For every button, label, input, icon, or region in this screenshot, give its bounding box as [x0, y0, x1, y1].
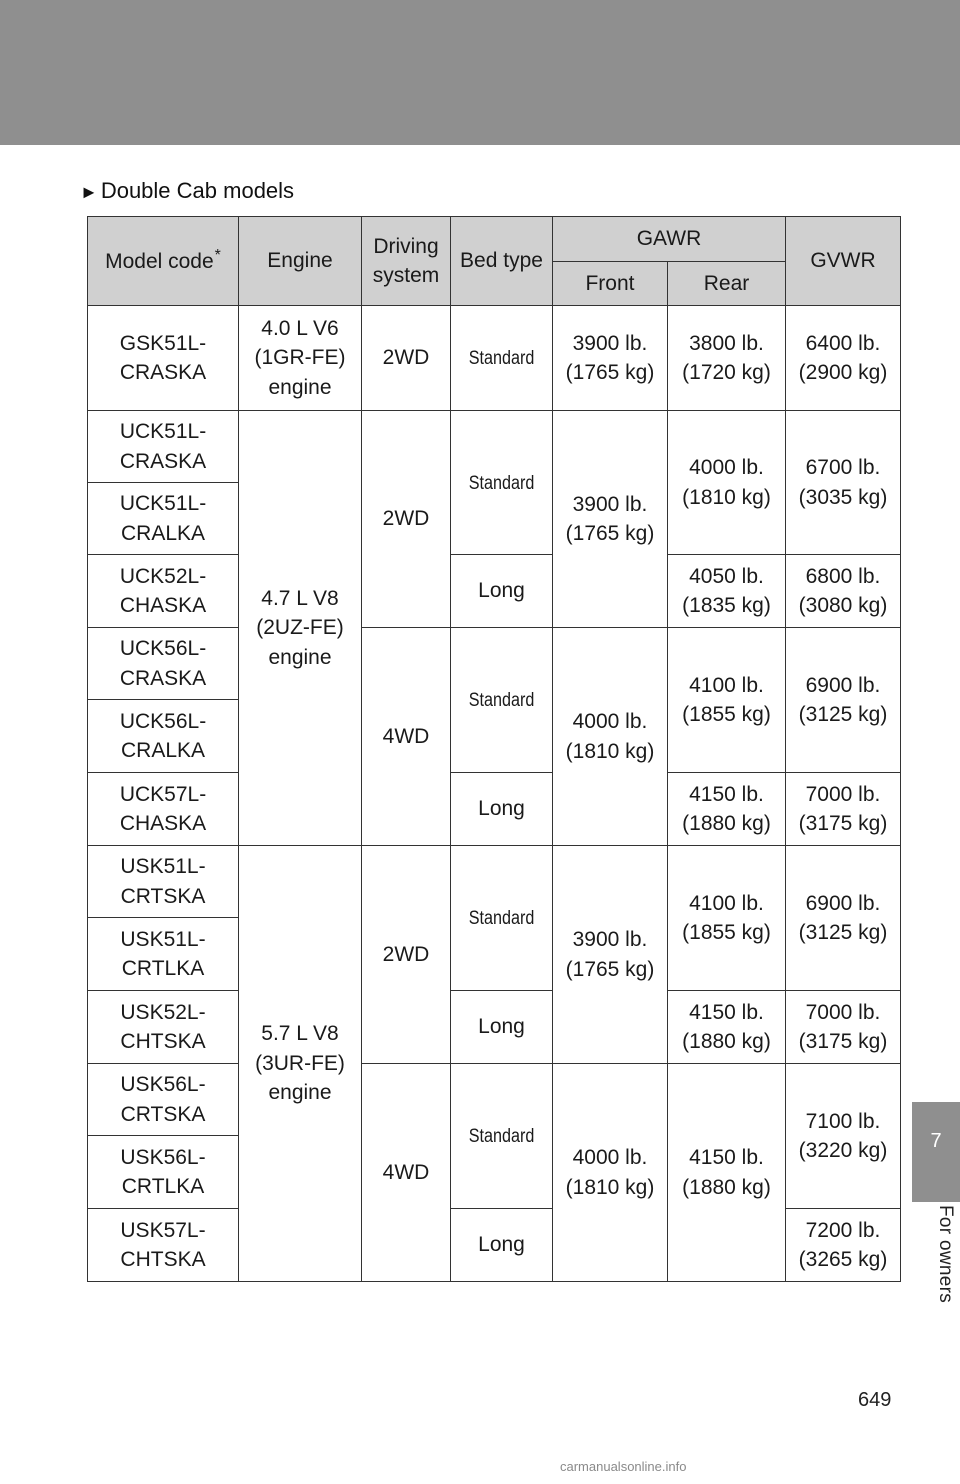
rear-gawr-cell: 4100 lb. (1855 kg) [668, 628, 786, 773]
header-engine: Engine [239, 217, 362, 306]
header-bed-type: Bed type [451, 217, 553, 306]
table-row [88, 555, 901, 628]
drive-cell: 2WD [362, 411, 451, 628]
page-number: 649 [858, 1389, 892, 1411]
model-code-cell: USK51L-CRTSKA [88, 846, 239, 918]
triangle-marker-icon: ► [80, 182, 98, 202]
gvwr-cell: 6700 lb. (3035 kg) [786, 411, 901, 555]
model-code-cell: UCK52L-CHASKA [88, 555, 239, 628]
rear-gawr-cell: 4100 lb. (1855 kg) [668, 846, 786, 991]
drive-cell: 4WD [362, 628, 451, 846]
model-code-cell: GSK51L-CRASKA [88, 306, 239, 411]
gvwr-cell: 7200 lb. (3265 kg) [786, 1209, 901, 1282]
rear-gawr-cell: 4050 lb. (1835 kg) [668, 555, 786, 628]
header-front: Front [553, 262, 668, 306]
section-title-text: Double Cab models [100, 178, 295, 203]
table-row [88, 1064, 901, 1136]
model-code-cell: USK51L-CRTLKA [88, 918, 239, 991]
model-code-cell: USK56L-CRTLKA [88, 1136, 239, 1209]
spec-table [87, 216, 901, 1282]
engine-cell: 4.0 L V6 (1GR-FE) engine [239, 306, 362, 411]
bed-cell: Long [451, 991, 553, 1064]
rear-gawr-cell: 4150 lb. (1880 kg) [668, 1064, 786, 1282]
gvwr-cell: 6800 lb. (3080 kg) [786, 555, 901, 628]
model-code-cell: UCK57L-CHASKA [88, 773, 239, 846]
model-code-cell: UCK51L-CRASKA [88, 411, 239, 483]
model-code-cell: UCK56L-CRASKA [88, 628, 239, 700]
drive-cell: 2WD [362, 846, 451, 1064]
bed-cell: Long [451, 555, 553, 628]
front-gawr-cell: 3900 lb. (1765 kg) [553, 411, 668, 628]
table-row [88, 411, 901, 483]
header-gawr: GAWR [553, 217, 786, 262]
model-code-cell: UCK51L-CRALKA [88, 483, 239, 555]
front-gawr-cell: 3900 lb. (1765 kg) [553, 846, 668, 1064]
bed-cell: Long [451, 1209, 553, 1282]
drive-cell: 2WD [362, 306, 451, 411]
rear-gawr-cell: 3800 lb. (1720 kg) [668, 306, 786, 411]
table-row [88, 991, 901, 1064]
front-gawr-cell: 4000 lb. (1810 kg) [553, 628, 668, 846]
drive-cell: 4WD [362, 1064, 451, 1282]
header-driving-system: Driving system [362, 217, 451, 306]
front-gawr-cell: 3900 lb. (1765 kg) [553, 306, 668, 411]
gvwr-cell: 6900 lb. (3125 kg) [786, 846, 901, 991]
gvwr-cell: 6900 lb. (3125 kg) [786, 628, 901, 773]
bed-cell: Standard [451, 628, 553, 773]
model-code-cell: USK57L-CHTSKA [88, 1209, 239, 1282]
header-gvwr: GVWR [786, 217, 901, 306]
header-rear: Rear [668, 262, 786, 306]
header-band [0, 0, 960, 145]
table-row [88, 773, 901, 846]
table-row [88, 846, 901, 918]
model-code-cell: USK56L-CRTSKA [88, 1064, 239, 1136]
model-code-cell: UCK56L-CRALKA [88, 700, 239, 773]
section-title [80, 178, 294, 204]
rear-gawr-cell: 4150 lb. (1880 kg) [668, 991, 786, 1064]
gvwr-cell: 7100 lb. (3220 kg) [786, 1064, 901, 1209]
rear-gawr-cell: 4000 lb. (1810 kg) [668, 411, 786, 555]
footnote-asterisk-icon: * [214, 247, 221, 265]
bed-cell: Standard [451, 846, 553, 991]
rear-gawr-cell: 4150 lb. (1880 kg) [668, 773, 786, 846]
table-row [88, 628, 901, 700]
engine-cell: 5.7 L V8 (3UR-FE) engine [239, 846, 362, 1282]
bed-cell: Standard [451, 306, 553, 411]
gvwr-cell: 6400 lb. (2900 kg) [786, 306, 901, 411]
watermark: carmanualsonline.info [560, 1459, 687, 1474]
bed-cell: Standard [451, 1064, 553, 1209]
gvwr-cell: 7000 lb. (3175 kg) [786, 773, 901, 846]
table-row [88, 306, 901, 411]
chapter-number: 7 [930, 1130, 942, 1152]
bed-cell: Standard [451, 411, 553, 555]
engine-cell: 4.7 L V8 (2UZ-FE) engine [239, 411, 362, 846]
gvwr-cell: 7000 lb. (3175 kg) [786, 991, 901, 1064]
bed-cell: Long [451, 773, 553, 846]
front-gawr-cell: 4000 lb. (1810 kg) [553, 1064, 668, 1282]
chapter-label: For owners [935, 1205, 956, 1304]
header-model-code: Model code* [88, 217, 239, 306]
model-code-cell: USK52L-CHTSKA [88, 991, 239, 1064]
